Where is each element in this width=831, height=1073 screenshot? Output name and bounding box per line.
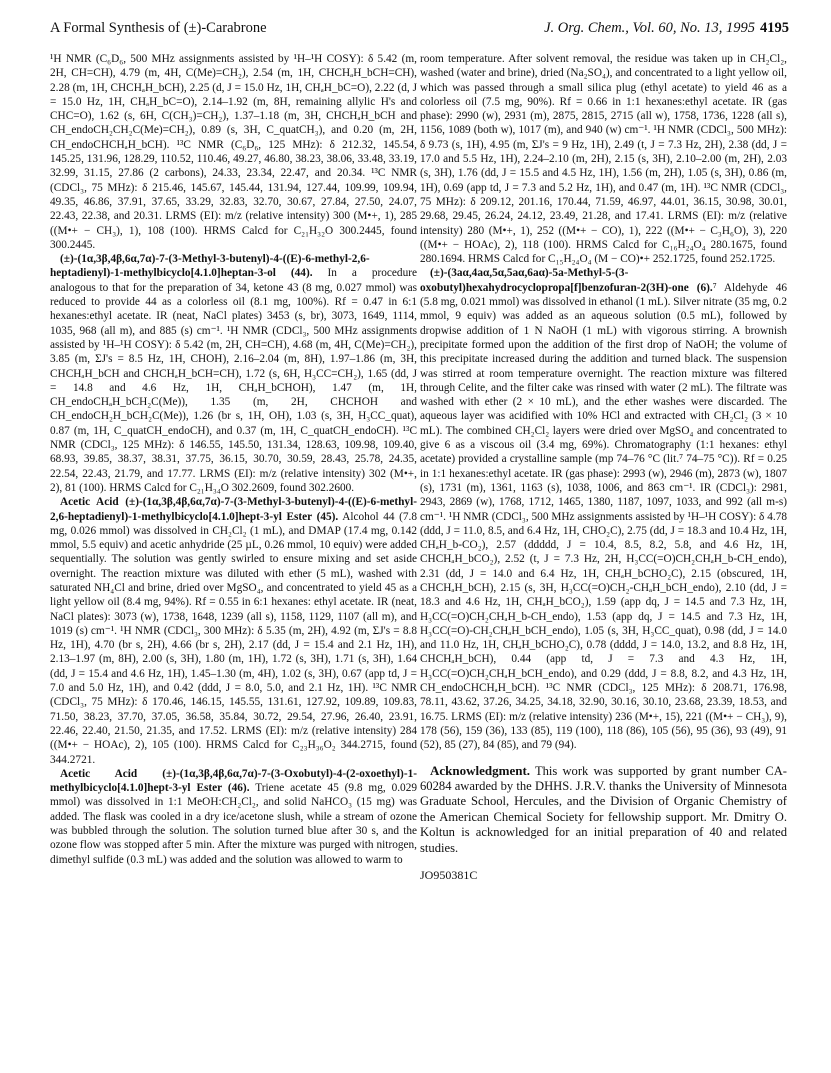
page-number: 4195: [760, 20, 789, 36]
compound-heading: Acetic Acid (±)-(1α,3β,4β,6α,7α)-7-(3-Methyl-3-butenyl)-4-((E)-6-methyl-2,6-heptadienyl)-1-methylbicyclo[4.1.0]hept-3-yl Ester (45).: [50, 496, 417, 523]
journal-citation: J. Org. Chem., Vol. 60, No. 13, 1995: [544, 20, 755, 36]
paragraph-body: Triene acetate 45 (9.8 mg, 0.029 mmol) was dissolved in 1:1 MeOH:CH₂Cl₂, and solid NaHCO₃ (15 mg) was added. The flask was cooled in a dry ice/acetone slush, while a stream of ozone was bubbled through the solution. The solution turned blue after 30 s, and the ozone flow was stopped after 5 min. After the mixture was purged with nitrogen, dimethyl sulfide (0.3 mL) was added and the solution was allowed to warm to: [50, 782, 417, 866]
paragraph: ¹H NMR (C₆D₆, 500 MHz assignments assisted by ¹H–¹H COSY): δ 5.42 (m, 2H, CH=CH), 4.79 (m, 4H, C(Me)=CH₂), 2.54 (m, 1H, CHCHₐH_bCH=CH), 2.28 (m, 1H, CHCHₐH_bCH), 2.25 (d, J = 15.0 Hz, 1H, CHₐH_bC=O), 2.22 (d, J = 15.0 Hz, 1H, CHₐH_bC=O), 2.14–1.92 (m, 8H, remaining allylic H's and CHC=O), 1.62 (s, 6H, C(CH₃)=CH₂), 1.37–1.18 (m, 3H, CHCHₐH_bCH and CH_endoCH₂CH₂C(Me)=CH₂), 0.89 (s, 3H, C_quatCH₃), and 0.20 (m, 2H, CH_endoCHCHₐH_bCH). ¹³C NMR (C₆D₆, 125 MHz): δ 212.32, 145.54, 145.25, 131.96, 128.29, 110.52, 110.46, 49.27, 46.80, 38.23, 38.06, 33.48, 33.19, 32.99, 31.15, 27.86 (2 carbons), 24.33, 23.34, 22.47, and 20.34. ¹³C NMR (CDCl₃, 75 MHz): δ 215.46, 145.67, 145.44, 131.94, 127.44, 109.99, 109.94, 49.35, 46.86, 37.91, 37.65, 33.29, 32.83, 32.70, 30.67, 27.84, 27.50, 24.07, 22.43, 22.38, and 20.31. LRMS (EI): m/z (relative intensity) 300 (M•+, 1), 285 ((M•+ − CH₃), 1), 108 (100). HRMS Calcd for C₂₁H₃₂O 300.2445, found 300.2445.: [50, 53, 417, 251]
paragraph-body: ⁷ Aldehyde 46 (5.8 mg, 0.021 mmol) was dissolved in ethanol (1 mL). Silver nitrate (35 mg, 0.2 mmol, 9 equiv) was added as an aqueous solution (0.5 mL), followed by dropwise addition of 1 N NaOH (1 mL) with vigorous stirring. A brownish precipitate formed upon the addition of the first drop of NaOH; the volume of this precipitate increased during the addition and turned black. The suspension was stirred at room temperature overnight. The reaction mixture was filtered through Celite, and the filter cake was rinsed with water (2 mL). The filtrate was washed with ether (2 × 10 mL), and the ether washes were discarded. The aqueous layer was acidified with 10% HCl and extracted with CH₂Cl₂ (3 × 10 mL). The combined CH₂Cl₂ layers were dried over MgSO₄ and concentrated to give 6 as a viscous oil (3.4 mg, 69%). Chromatography (1:1 hexanes: ethyl acetate) provided a crystalline sample (mp 74–76 °C (lit.⁷ 74–75 °C)). Rf = 0.25 in 1:1 hexanes:ethyl acetate. IR (gas phase): 2993 (w), 2946 (m), 2873 (w), 1807 (s), 1731 (m), 1361, 1163 (s), 1038, 1006, and 863 cm⁻¹. IR (CDCl₃): 2981, 2943, 2869 (w), 1768, 1712, 1465, 1380, 1187, 1097, 1033, and 992 (all m-s) cm⁻¹. ¹H NMR (CDCl₃, 500 MHz assignments assisted by ¹H–¹H COSY): δ 4.78 (ddd, J = 11.0, 8.5, and 6.4 Hz, 1H, CHO₂C), 2.75 (dd, J = 18.3 and 10.4 Hz, 1H, CHₐH_b-CO₂), 2.57 (ddddd, J = 10.4, 8.5, 8.2, 5.8, and 4.6 Hz, 1H, CHCHₐH_bCO₂), 2.52 (t, J = 7.3 Hz, 2H, H₃CC(=O)CH₂CHₐH_b-CH_endo), 2.31 (dd, J = 14.0 and 6.4 Hz, 1H, CHₐH_bCHO₂C), 2.15 (obscured, 1H, CHCHₐH_bCH), 2.15 (s, 3H, H₃CC(=O)CH₂-CHₐH_bCH_endo), 2.10 (dd, J = 18.3 and 4.6 Hz, 1H, CHₐH_bCO₂), 1.59 (app dq, J = 14.5 and 7.3 Hz, 1H, H₃CC(=O)CH₂CHₐH_b-CH_endo), 1.53 (app dq, J = 14.5 and 7.3 Hz, 1H, H₃CC(=O)-CH₂CHₐH_bCH_endo), 1.05 (s, 3H, H₃CC_quat), 0.98 (dd, J = 14.0 and 11.0 Hz, 1H, CHₐH_bCHO₂C), 0.78 (dddd, J = 14.0, 13.2, and 8.8 Hz, 1H, CHCHₐH_bCH), 0.44 (app td, J = 7.3 and 4.3 Hz, 1H, H₃CC(=O)CH₂CHₐH_bCH_endo), and 0.29 (ddd, J = 8.8, 8.2, and 4.3 Hz, 1H, CH_endoCHCHₐH_bCH). ¹³C NMR (CDCl₃, 125 MHz): δ 208.71, 176.98, 78.11, 43.62, 37.26, 34.25, 34.18, 32.90, 30.16, 30.10, 23.68, 23.39, 18.53, and 16.75. LRMS (EI): m/z (relative intensity) 236 (M•+, 15), 221 ((M•+ − CH₃), 9), 178 (56), 159 (36), 133 (85), 119 (100), 118 (86), 105 (56), 95 (36), 93 (49), 91 (52), 85 (27), 84 (85), and 79 (94).: [420, 281, 787, 752]
paragraph: room temperature. After solvent removal, the residue was taken up in CH₂Cl₂, washed (water and brine), dried (Na₂SO₄), and concentrated to a light yellow oil, which was passed through a small silica plug (ethyl acetate) to yield 46 as a colorless oil (7.5 mg, 90%). Rf = 0.66 in 1:1 hexanes:ethyl acetate. IR (gas phase): 2990 (w), 2931 (m), 2875, 2815, 2715 (all w), 1758, 1736, 1228 (all s), 1156, 1089 (both w), 1017 (m), and 940 (w) cm⁻¹. ¹H NMR (CDCl₃, 500 MHz): δ 9.73 (s, 1H), 4.95 (m, ΣJ's = 9 Hz, 1H), 2.49 (t, J = 7.3 Hz, 2H), 2.38 (dd, J = 17.0 and 5.5 Hz, 1H), 2.24–2.10 (m, 2H), 2.15 (s, 3H), 2.10–2.00 (m, 2H), 2.03 (s, 3H), 1.76 (dd, J = 15.5 and 4.5 Hz, 1H), 1.56 (m, 2H), 1.05 (s, 3H), 0.86 (m, 1H), 0.69 (app td, J = 7.3 and 5.2 Hz, 1H), and 0.47 (m, 1H). ¹³C NMR (CDCl₃, 75 MHz): δ 209.12, 201.16, 170.44, 71.59, 46.97, 44.01, 36.15, 30.98, 30.01, 29.68, 29.45, 26.24, 24.12, 23.49, 21.28, and 17.41. LRMS (EI): m/z (relative intensity) 280 (M•+, 1), 252 ((M•+ − CO), 1), 222 ((M•+ − C₃H₆O), 3), 220 ((M•+ − HOAc), 2), 118 (100). HRMS Calcd for C₁₆H₂₄O₄ 280.1675, found 280.1694. HRMS Calcd for C₁₅H₂₄O₄ (M − CO)•+ 252.1725, found 252.1725.: [420, 53, 787, 266]
manuscript-code: JO950381C: [420, 867, 478, 882]
compound-heading: (±)-(1α,3β,4β,6α,7α)-7-(3-Methyl-3-butenyl)-4-((E)-6-methyl-2,6-heptadienyl)-1-methylbicyclo[4.1.0]heptan-3-ol (44).: [50, 253, 370, 280]
running-title: A Formal Synthesis of (±)-Carabrone: [50, 20, 267, 36]
paragraph: [50, 767, 417, 867]
compound-heading: (±)-(3aα,4aα,5α,5aα,6aα)-5a-Methyl-5-(3-oxobutyl)hexahydrocyclopropa[f]benzofuran-2(3H)-one (6).: [420, 267, 713, 294]
left-column: [50, 52, 417, 867]
compound-heading: Acetic Acid (±)-(1α,3β,4β,6α,7α)-7-(3-Oxobutyl)-4-(2-oxoethyl)-1-methylbicyclo[4.1.0]hept-3-yl Ester (46).: [50, 767, 417, 795]
paragraph: [50, 252, 417, 495]
paragraph: [420, 266, 787, 752]
acknowledgment: [420, 763, 787, 856]
paragraph-body: Alcohol 44 (7.8 mg, 0.026 mmol) was dissolved in CH₂Cl₂ (1 mL), and DMAP (17.4 mg, 0.142 mmol, 5.5 equiv) and acetic anhydride (25 µL, 0.26 mmol, 10 equiv) were added sequentially. The solution was gently swirled to ensure mixing and set aside overnight. The reaction mixture was diluted with ether (5 mL), washed with saturated NH₄Cl and brine, dried over MgSO₄, and concentrated to yield 45 as a light yellow oil (8.4 mg, 94%). Rf = 0.55 in 6:1 hexanes: ethyl acetate. IR (neat, NaCl plates): 3073 (w), 1738, 1648, 1239 (all s), 1158, 1129, 1107 (all m), and 1019 (s) cm⁻¹. ¹H NMR (CDCl₃, 300 MHz): δ 5.35 (m, 2H), 4.92 (m, ΣJ's = 8.8 Hz, 1H), 4.70 (br s, 2H), 4.66 (br s, 2H), 2.17 (dd, J = 15.4 and 2.1 Hz, 1H), 2.13–1.97 (m, 8H), 2.00 (s, 3H), 1.80 (m, 1H), 1.72 (s, 3H), 1.71 (s, 3H), 1.64 (dd, J = 15.4 and 4.6 Hz, 1H), 1.45–1.30 (m, 4H), 1.02 (s, 3H), 0.67 (app td, J = 7.0 and 5.0 Hz, 1H), and 0.42 (ddd, J = 8.0, 5.0, and 2.1 Hz, 1H). ¹³C NMR (CDCl₃, 75 MHz): δ 170.46, 146.15, 145.55, 131.61, 127.92, 109.89, 109.83, 71.50, 38.23, 37.70, 37.05, 36.58, 35.84, 30.72, 29.54, 27.96, 26.40, 23.91, 22.46, 22.40, 21.50, 21.35, and 17.52. LRMS (EI): m/z (relative intensity) 284 ((M•+ − HOAc), 2), 105 (100). HRMS Calcd for C₂₃H₃₆O₂ 344.2715, found 344.2721.: [50, 510, 417, 766]
right-column: [420, 52, 787, 882]
page-header: [50, 20, 789, 38]
acknowledgment-body: This work was supported by grant number CA-60284 awarded by the DHHS. J.R.V. thanks the University of Minnesota Graduate School, Hercules, and the Division of Organic Chemistry of the American Chemical Society for fellowship support. Mr. Dmitry O. Koltun is acknowledged for an initial preparation of 40 and related studies.: [420, 763, 787, 855]
acknowledgment-heading: Acknowledgment.: [430, 762, 531, 778]
paragraph: [50, 495, 417, 767]
paragraph-body: In a procedure analogous to that for the preparation of 34, ketone 43 (8 mg, 0.027 mmol) was reduced to provide 44 as a colorless oil (8.1 mg, 100%). Rf = 0.47 in 6:1 hexanes:ethyl acetate. IR (neat, NaCl plates) 3453 (s, br), 3073, 1649, 1114, 1035, 968 (all m), and 885 (s) cm⁻¹. ¹H NMR (CDCl₃, 500 MHz assignments assisted by ¹H–¹H COSY): δ 5.42 (m, 2H, CH=CH), 4.68 (m, 4H, C(Me)=CH₂), 3.85 (m, ΣJ's = 8.5 Hz, 1H, CHOH), 2.16–2.04 (m, 8H), 1.97–1.86 (m, 3H, CHCHₐH_bCH and CHCHₐH_bCH=CH), 1.72 (s, 6H, H₃CC=CH₂), 1.65 (dd, J = 14.8 and 4.6 Hz, 1H, CHₐH_bCHOH), 1.47 (m, 1H, CH_endoCHₐH_bCH₂C(Me)), 1.35 (m, 2H, CHCHOH and CH_endoCH₂H_bCH₂C(Me)), 1.26 (br s, 1H, OH), 1.03 (s, 3H, H₃CC_quat), 0.87 (m, 1H, C_quatCH_endoCH), and 0.37 (m, 1H, C_quatCH_endoCH). ¹³C NMR (CDCl₃, 125 MHz): δ 146.55, 145.50, 131.34, 128.63, 109.98, 109.40, 68.93, 39.85, 38.37, 38.31, 37.75, 36.15, 30.70, 30.59, 28.43, 25.78, 24.35, 22.54, 22.43, 21.79, and 17.77. LRMS (EI): m/z (relative intensity) 302 (M•+, 2), 81 (100). HRMS Calcd for C₂₁H₃₄O 302.2609, found 302.2600.: [50, 267, 418, 494]
